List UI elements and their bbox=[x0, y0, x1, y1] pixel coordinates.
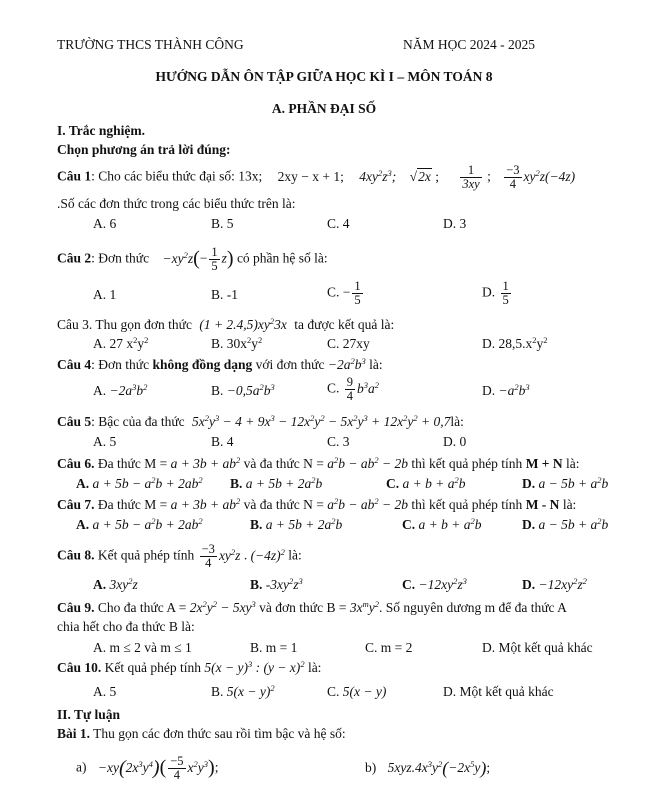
question-6: Câu 6. Đa thức $M = a + 3b + ab^2$ và đa thức $N = a^2b - ab^2 - 2b$ thì kết quả phép tính M + N là: bbox=[57, 455, 580, 471]
q7-option-d: D. $a - 5b + a^2b$ bbox=[522, 516, 609, 532]
q9-option-c: C. m = 2 bbox=[365, 640, 413, 655]
q9-option-a: A. m ≤ 2 và m ≤ 1 bbox=[93, 640, 192, 655]
question-9: Câu 9. Cho đa thức $A = 2x^2y^2 - 5xy^3$ và đơn thức $B = 3x^my^2$. Số nguyên dương m để đa thức A bbox=[57, 599, 567, 615]
school-year: NĂM HỌC 2024 - 2025 bbox=[403, 37, 536, 52]
q4-option-b: B. $-0,5a^2b^3$ bbox=[211, 382, 275, 398]
question-1: Câu 1: Cho các biểu thức đại số: 13x; 2xy − x + 1; $4xy^2z^3$; √2x ; $\frac{1}{3xy}$ ; $\frac{-3}{4}$ $xy^2z(-4z)$ bbox=[57, 163, 576, 192]
bai1-b: b) $5xyz.4x^3y^2(-2x^5y)$; bbox=[365, 758, 491, 778]
q1-question: .Số các đơn thức trong các biểu thức trên là: bbox=[57, 196, 296, 211]
document-title: HƯỚNG DẪN ÔN TẬP GIỮA HỌC KÌ I – MÔN TOÁN 8 bbox=[155, 69, 493, 84]
q1-expr-2: 2xy − x + 1; bbox=[277, 168, 344, 184]
q1-option-d: D. 3 bbox=[443, 216, 467, 231]
q3-option-c: C. 27xy bbox=[327, 336, 370, 351]
q8-option-b: B. $-3xy^2z^3$ bbox=[250, 576, 303, 592]
q1-fraction-1: $\frac{1}{3xy}$ bbox=[462, 163, 480, 192]
q6-option-c: C. $a + b + a^2b$ bbox=[386, 475, 466, 491]
q7-option-b: B. $a + 5b + 2a^2b$ bbox=[250, 516, 343, 532]
q1-expr-3: $4xy^2z^3$; bbox=[359, 167, 397, 184]
section-a-title: A. PHẦN ĐẠI SỐ bbox=[271, 101, 377, 116]
q10-option-b: B. $5(x - y)^2$ bbox=[211, 683, 275, 699]
q1-label: Câu 1 bbox=[57, 168, 92, 184]
q4-option-d: D. $-a^2b^3$ bbox=[482, 382, 530, 398]
question-10: Câu 10. Kết quả phép tính $5(x - y)^3$ : $(y - x)^2$ là: bbox=[57, 659, 322, 675]
q5-option-b: B. 4 bbox=[211, 434, 234, 449]
bai1: Bài 1. Thu gọn các đơn thức sau rồi tìm bậc và hệ số: bbox=[57, 726, 346, 741]
question-7: Câu 7. Đa thức $M = a + 3b + ab^2$ và đa thức $N = a^2b - ab^2 - 2b$ thì kết quả phép tính M - N là: bbox=[57, 496, 577, 512]
part1-heading: I. Trắc nghiệm. bbox=[57, 123, 146, 138]
question-2: Câu 2: Đơn thức $-xy^2z(-$ $\frac{1}{5}$ z) có phần hệ số là: bbox=[57, 245, 328, 274]
q1-expr-4: √2x ; bbox=[409, 168, 439, 184]
q1-option-c: C. 4 bbox=[327, 216, 350, 231]
q10-option-a: A. 5 bbox=[93, 684, 117, 699]
q4-option-a: A. $-2a^3b^2$ bbox=[93, 382, 148, 398]
q1-option-a: A. 6 bbox=[93, 216, 117, 231]
bai1-a: $a) -xy(2x^3y^4)$( $\frac{-5}{4}$ $x^2y^3$); bbox=[76, 754, 219, 783]
q6-option-b: B. $a + 5b + 2a^2b$ bbox=[230, 475, 323, 491]
question-8: Câu 8. Kết quả phép tính $\frac{-3}{4}$ $xy^2z$ . $(-4z)^2$ là: bbox=[57, 542, 302, 571]
q5-option-c: C. 3 bbox=[327, 434, 350, 449]
q7-option-a: A. $a + 5b - a^2b + 2ab^2$ bbox=[76, 516, 203, 532]
q2-option-d: D. $\frac{1}{5}$ bbox=[482, 279, 509, 308]
q1-fraction-2: $\frac{-3}{4}$ bbox=[506, 163, 520, 192]
q10-option-c: C. 5(x − y) bbox=[327, 684, 387, 699]
q9-line2: chia hết cho đa thức B là: bbox=[57, 619, 195, 634]
part1-instruction: Chọn phương án trả lời đúng: bbox=[57, 142, 231, 157]
q9-option-d: D. Một kết quả khác bbox=[482, 640, 593, 655]
question-3: Câu 3. Thu gọn đơn thức $(1 + 2.4,5)xy^23x$ ta được kết quả là: bbox=[57, 316, 395, 332]
q2-option-c: C. − $\frac{1}{5}$ bbox=[327, 279, 361, 308]
question-4: Câu 4: Đơn thức không đồng dạng với đơn thức $-2a^2b^3$ là: bbox=[57, 356, 383, 372]
q4-option-c: C. $\frac{9}{4}$ $b^3a^2$ bbox=[327, 375, 380, 404]
part2-heading: II. Tự luận bbox=[57, 707, 121, 722]
q3-option-a: A. 27 $x^2y^2$ bbox=[93, 335, 149, 351]
q3-option-b: B. $30x^2y^2$ bbox=[211, 335, 263, 351]
question-5: Câu 5: Bậc của đa thức $5x^2y^3 - 4 + 9x^3 - 12x^2y^2 - 5x^2y^3 + 12x^2y^2$ + 0,7là: bbox=[57, 413, 464, 429]
q5-option-d: D. 0 bbox=[443, 434, 467, 449]
q9-option-b: B. m = 1 bbox=[250, 640, 298, 655]
q8-option-d: D. $-12xy^2z^2$ bbox=[522, 576, 587, 592]
q10-option-d: D. Một kết quả khác bbox=[443, 684, 554, 699]
q8-option-a: A. $3xy^2z$ bbox=[93, 576, 138, 592]
q3-option-d: D. $28,5.x^2y^2$ bbox=[482, 335, 548, 351]
q2-option-a: A. 1 bbox=[93, 287, 117, 302]
q2-option-b: B. -1 bbox=[211, 287, 238, 302]
q5-option-a: A. 5 bbox=[93, 434, 117, 449]
q8-option-c: C. $-12xy^2z^3$ bbox=[402, 576, 467, 592]
q7-option-c: C. $a + b + a^2b$ bbox=[402, 516, 482, 532]
q1-text: : Cho các biểu thức đại số: 13x; bbox=[91, 168, 263, 184]
q6-option-d: D. $a - 5b + a^2b$ bbox=[522, 475, 609, 491]
q6-option-a: A. $a + 5b - a^2b + 2ab^2$ bbox=[76, 475, 203, 491]
school-name: TRƯỜNG THCS THÀNH CÔNG bbox=[57, 37, 244, 52]
q1-option-b: B. 5 bbox=[211, 216, 234, 231]
